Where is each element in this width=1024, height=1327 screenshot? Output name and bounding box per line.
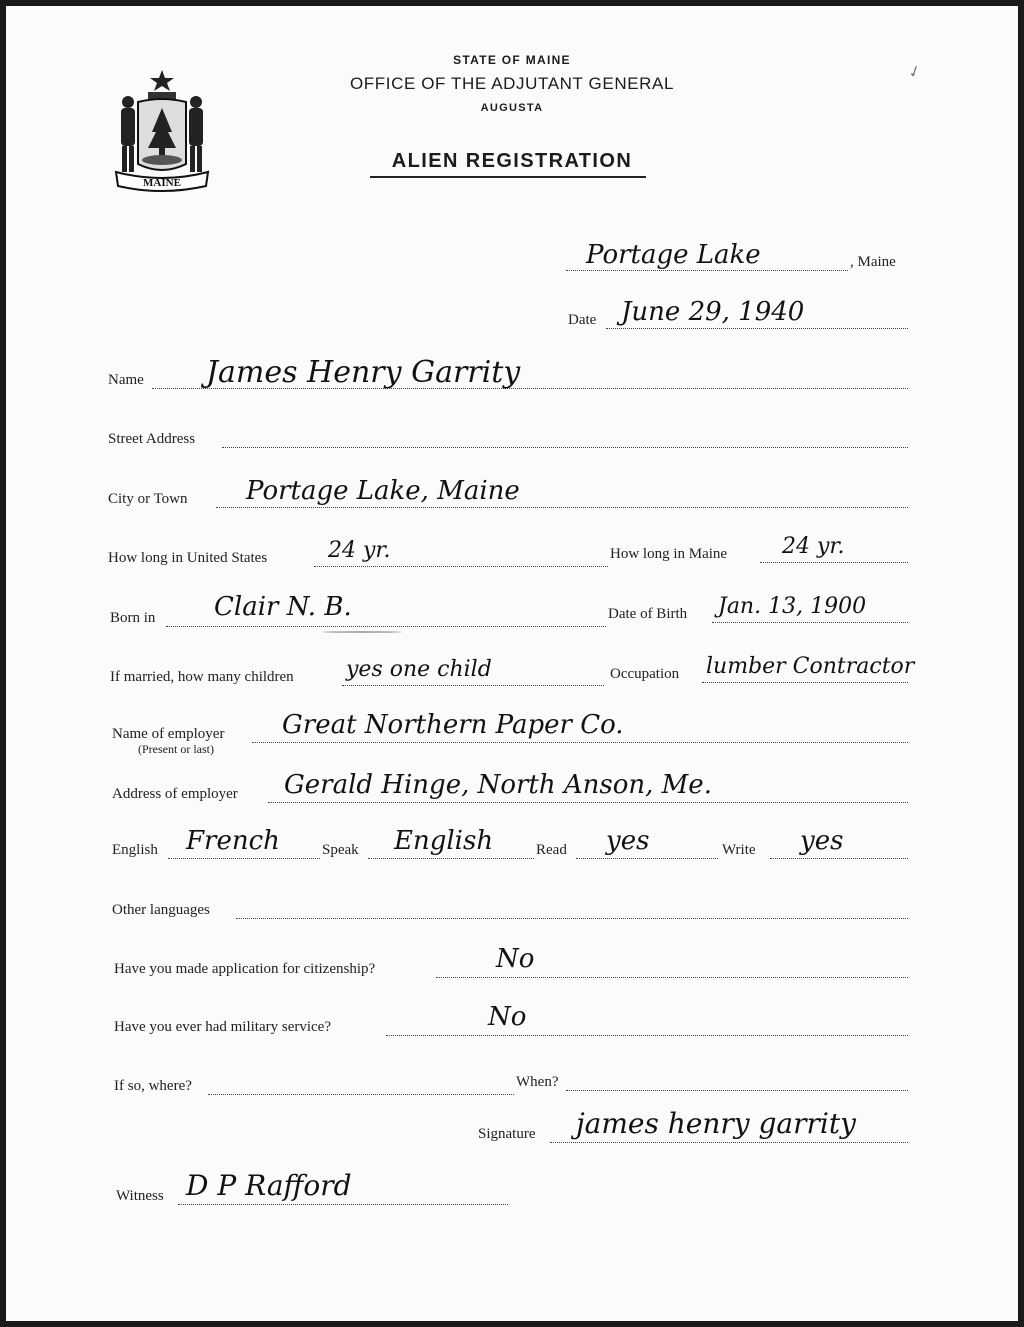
read-entry[interactable]: yes: [606, 826, 650, 856]
how-long-us-label: How long in United States: [108, 550, 268, 566]
write-entry[interactable]: yes: [800, 826, 844, 856]
write-label: Write: [722, 842, 756, 858]
city-heading: AUGUSTA: [480, 102, 544, 114]
signature-label: Signature: [478, 1126, 536, 1142]
pencil-mark: [322, 631, 402, 633]
other-languages-line: [236, 918, 908, 919]
state-heading: STATE OF MAINE: [453, 53, 571, 67]
city-label: City or Town: [108, 491, 188, 507]
born-in-entry[interactable]: Clair N. B.: [214, 592, 352, 622]
speak-label: Speak: [322, 842, 359, 858]
date-of-birth-entry[interactable]: Jan. 13, 1900: [718, 594, 867, 619]
read-label: Read: [536, 842, 567, 858]
occupation-entry[interactable]: lumber Contractor: [706, 654, 915, 679]
date-of-birth-label: Date of Birth: [608, 606, 688, 622]
date-line: [606, 328, 908, 329]
children-entry[interactable]: yes one child: [346, 657, 492, 682]
date-of-birth-line: [712, 622, 908, 623]
title-underline: [370, 176, 646, 178]
how-long-maine-entry[interactable]: 24 yr.: [782, 534, 845, 559]
street-address-line: [222, 447, 908, 448]
place-entry[interactable]: Portage Lake: [586, 240, 761, 270]
born-in-label: Born in: [110, 610, 156, 626]
signature-entry[interactable]: james henry garrity: [576, 1107, 856, 1140]
street-address-label: Street Address: [108, 431, 196, 447]
registration-form: [6, 6, 1018, 1321]
name-entry[interactable]: James Henry Garrity: [206, 355, 521, 390]
city-entry[interactable]: Portage Lake, Maine: [246, 476, 520, 506]
employer-address-line: [268, 802, 908, 803]
children-label: If married, how many children: [110, 669, 294, 685]
english-line: [168, 858, 320, 859]
military-entry[interactable]: No: [488, 1002, 527, 1032]
employer-name-label: Name of employer: [112, 726, 225, 742]
date-entry[interactable]: June 29, 1940: [621, 297, 805, 327]
office-heading: OFFICE OF THE ADJUTANT GENERAL: [349, 74, 675, 93]
write-line: [770, 858, 908, 859]
citizenship-label: Have you made application for citizenship?: [114, 961, 376, 977]
citizenship-entry[interactable]: No: [496, 944, 535, 974]
city-line: [216, 507, 908, 508]
born-in-line: [166, 626, 606, 627]
check-mark-icon: ✓: [905, 60, 925, 83]
occupation-line: [702, 682, 908, 683]
read-line: [576, 858, 718, 859]
how-long-maine-line: [760, 562, 908, 563]
witness-entry[interactable]: D P Rafford: [186, 1169, 352, 1202]
signature-line: [550, 1142, 908, 1143]
english-entry[interactable]: French: [186, 826, 280, 856]
witness-line: [178, 1204, 508, 1205]
military-label: Have you ever had military service?: [114, 1019, 331, 1035]
other-languages-label: Other languages: [112, 902, 210, 918]
employer-address-entry[interactable]: Gerald Hinge, North Anson, Me.: [284, 770, 712, 800]
how-long-us-entry[interactable]: 24 yr.: [328, 538, 391, 563]
occupation-label: Occupation: [610, 666, 680, 682]
employer-note-label: (Present or last): [138, 742, 214, 756]
employer-name-line: [252, 742, 908, 743]
employer-address-label: Address of employer: [112, 786, 238, 802]
speak-entry[interactable]: English: [394, 826, 494, 856]
children-line: [342, 685, 604, 686]
where-line: [208, 1094, 514, 1095]
speak-line: [368, 858, 534, 859]
how-long-us-line: [314, 566, 608, 567]
when-label: When?: [516, 1074, 559, 1090]
place-line: [566, 270, 848, 271]
name-label: Name: [108, 372, 144, 388]
military-line: [386, 1035, 908, 1036]
date-label: Date: [568, 312, 597, 328]
seal-text: MAINE: [143, 177, 181, 189]
citizenship-line: [436, 977, 908, 978]
where-label: If so, where?: [114, 1078, 192, 1094]
employer-name-entry[interactable]: Great Northern Paper Co.: [282, 710, 624, 740]
witness-label: Witness: [116, 1188, 164, 1204]
english-label: English: [112, 842, 158, 858]
state-suffix-label: , Maine: [850, 254, 896, 270]
when-line: [566, 1090, 908, 1091]
how-long-maine-label: How long in Maine: [610, 546, 728, 562]
form-title: ALIEN REGISTRATION: [391, 150, 633, 172]
